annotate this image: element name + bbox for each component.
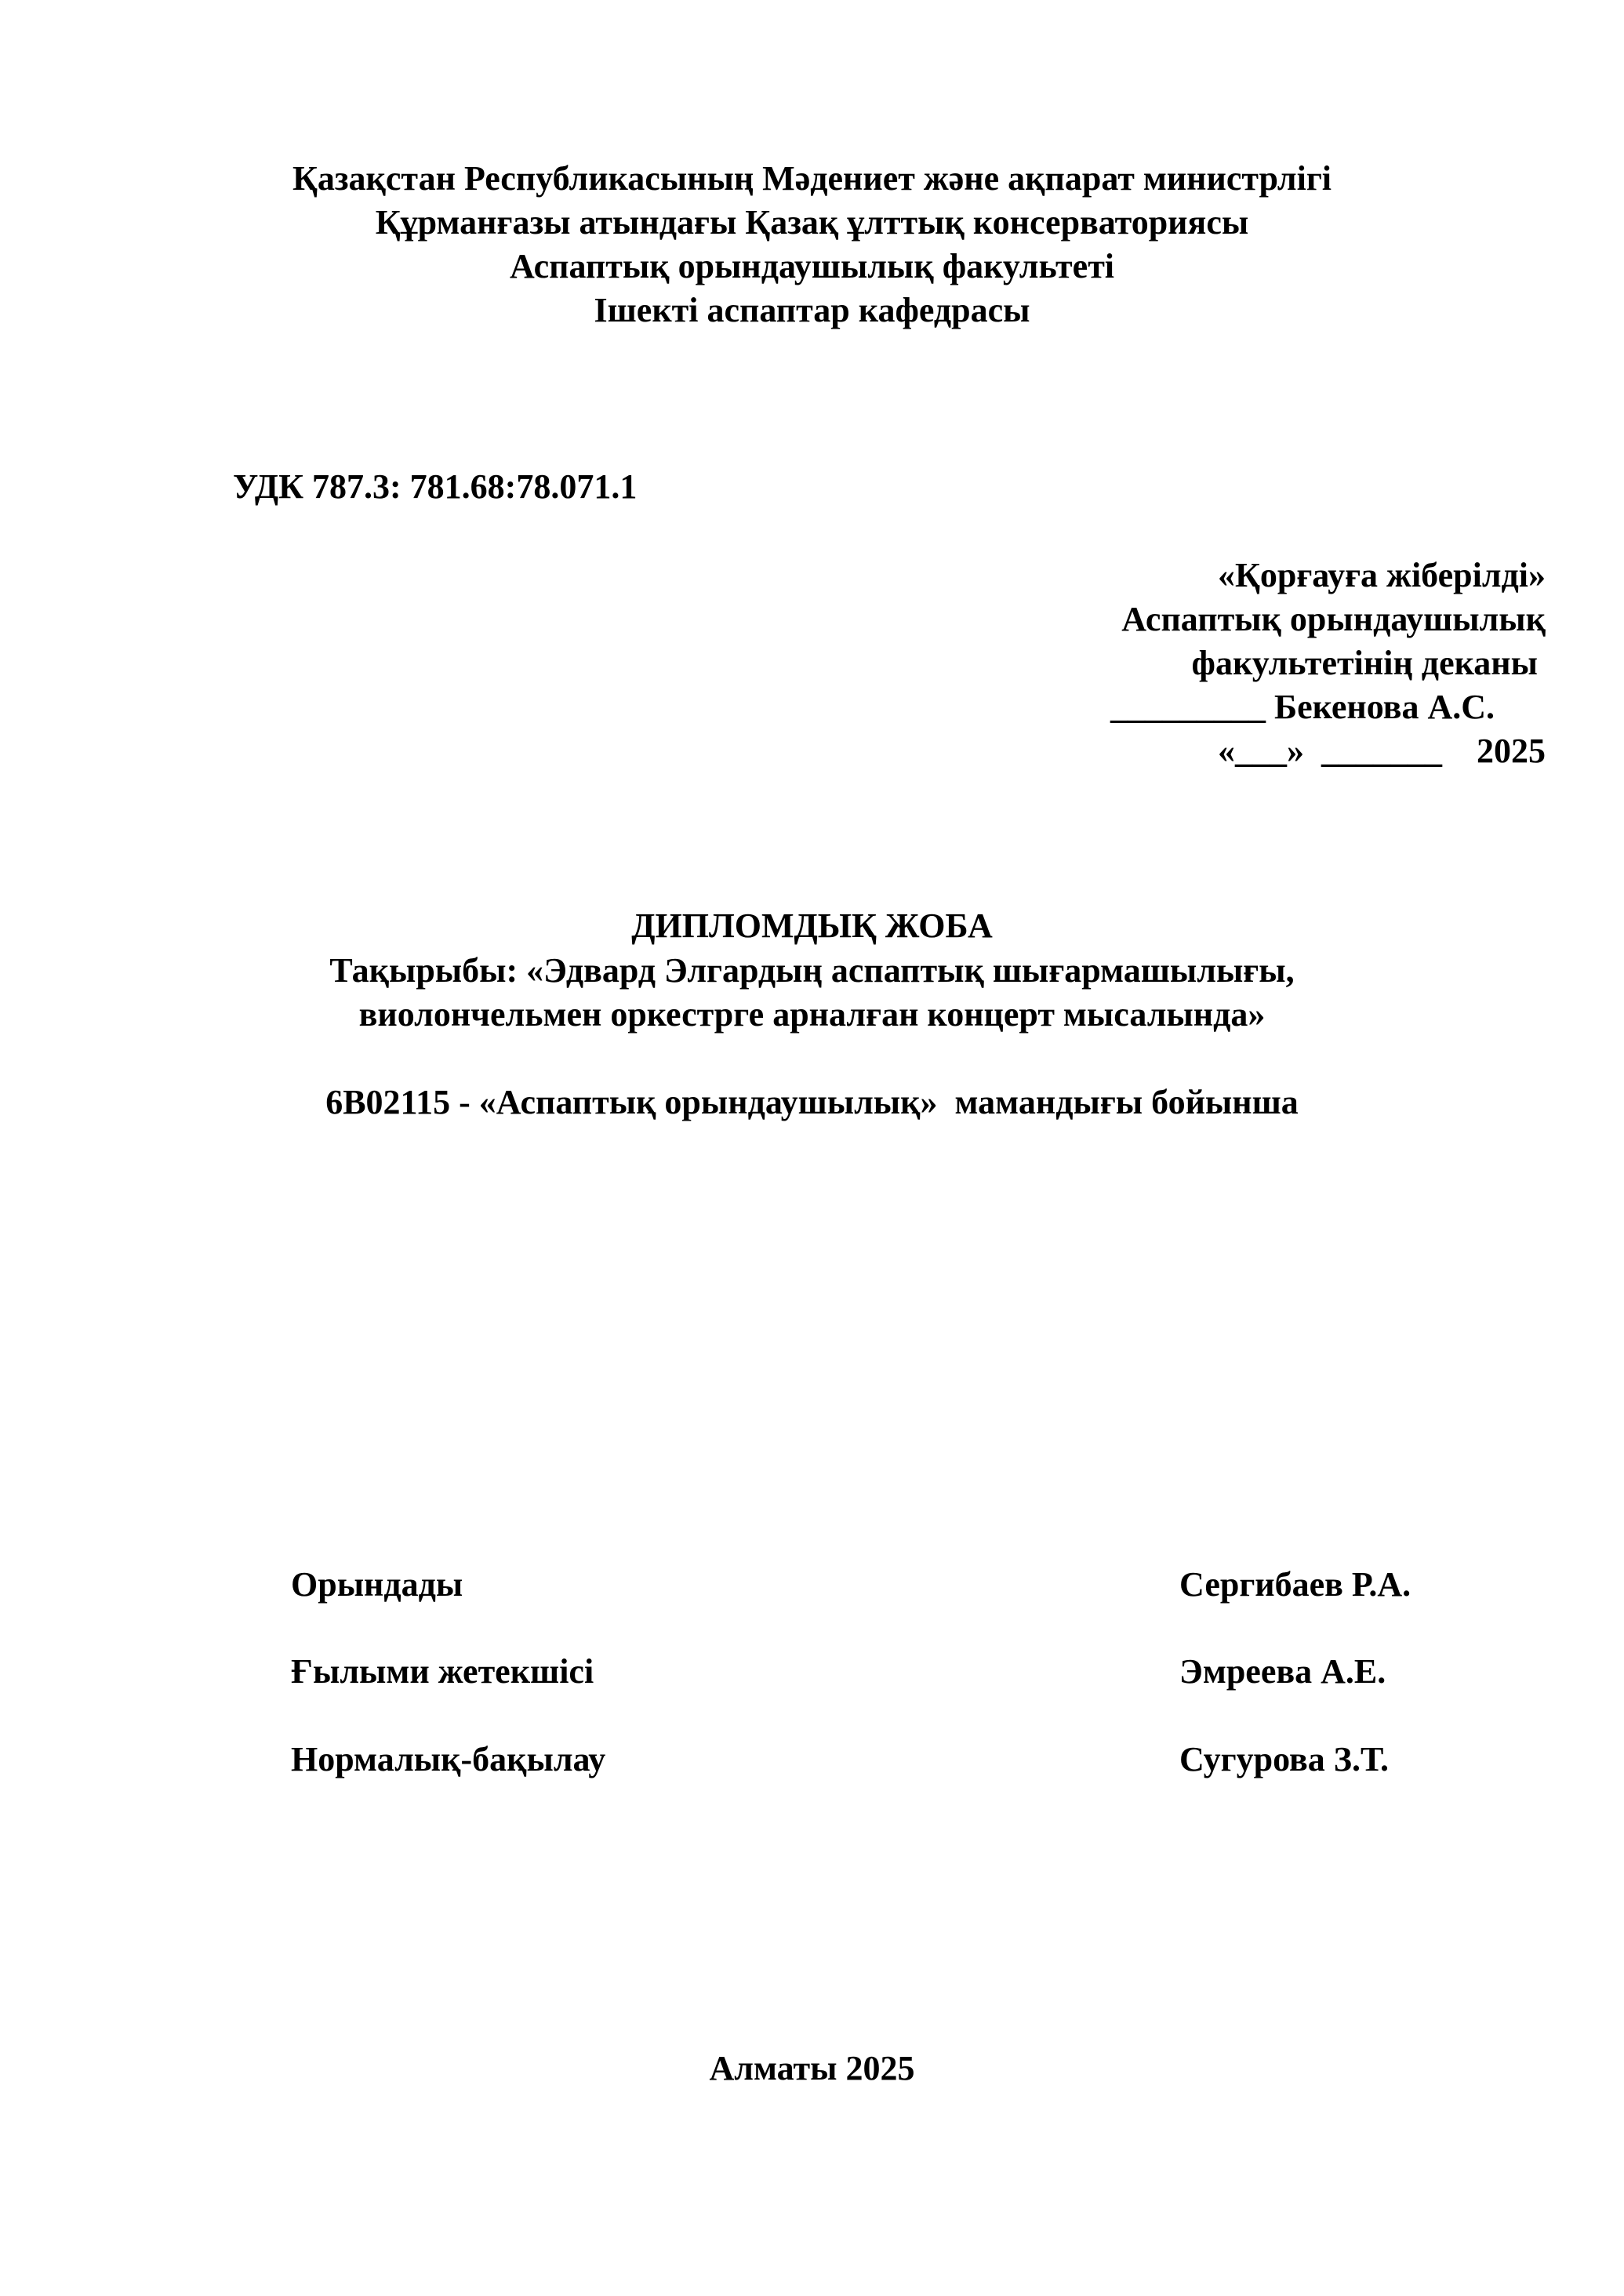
udk-code: УДК 787.3: 781.68:78.071.1 [233,467,638,506]
conservatory-heading: Құрманғазы атындағы Қазақ ұлттық консерваториясы [375,203,1249,242]
city-year: Алматы 2025 [709,2049,915,2087]
approval-line-1: «Қорғауға жіберілді» [1217,556,1546,594]
role-name: Эмреева А.Е. [1179,1652,1386,1691]
role-name: Сергибаев Р.А. [1179,1565,1411,1604]
topic-line-2: виолончельмен оркестрге арналған концерт мысалында» [358,995,1266,1034]
specialty-line: 6В02115 - «Аспаптық орындаушылық» мамандығы бойынша [325,1083,1299,1121]
approval-signature-row [761,685,1546,729]
approval-line-2: Аспаптық орындаушылық [1121,600,1546,638]
role-name: Сугурова З.Т. [1179,1740,1389,1778]
department-heading: Ішекті аспаптар кафедрасы [594,291,1030,329]
role-label: Ғылыми жетекшісі [291,1652,594,1691]
faculty-heading: Аспаптық орындаушылық факультеті [509,247,1115,285]
approval-line-3: факультетінің деканы [1191,644,1538,682]
ministry-heading: Қазақстан Республикасының Мәдениет және ақпарат министрлігі [292,159,1332,198]
topic-line-1: Тақырыбы: «Эдвард Элгардың аспаптық шығармашылығы, [329,951,1295,990]
role-label: Орындады [291,1565,463,1604]
approval-block [761,554,1546,773]
approval-date: «___» _______ 2025 [1218,732,1546,770]
document-type-title: ДИПЛОМДЫҚ ЖОБА [631,906,993,945]
dean-name: Бекенова А.С. [1274,688,1495,726]
role-label: Нормалық-бақылау [291,1740,606,1778]
signature-blank: _________ [1110,688,1266,726]
